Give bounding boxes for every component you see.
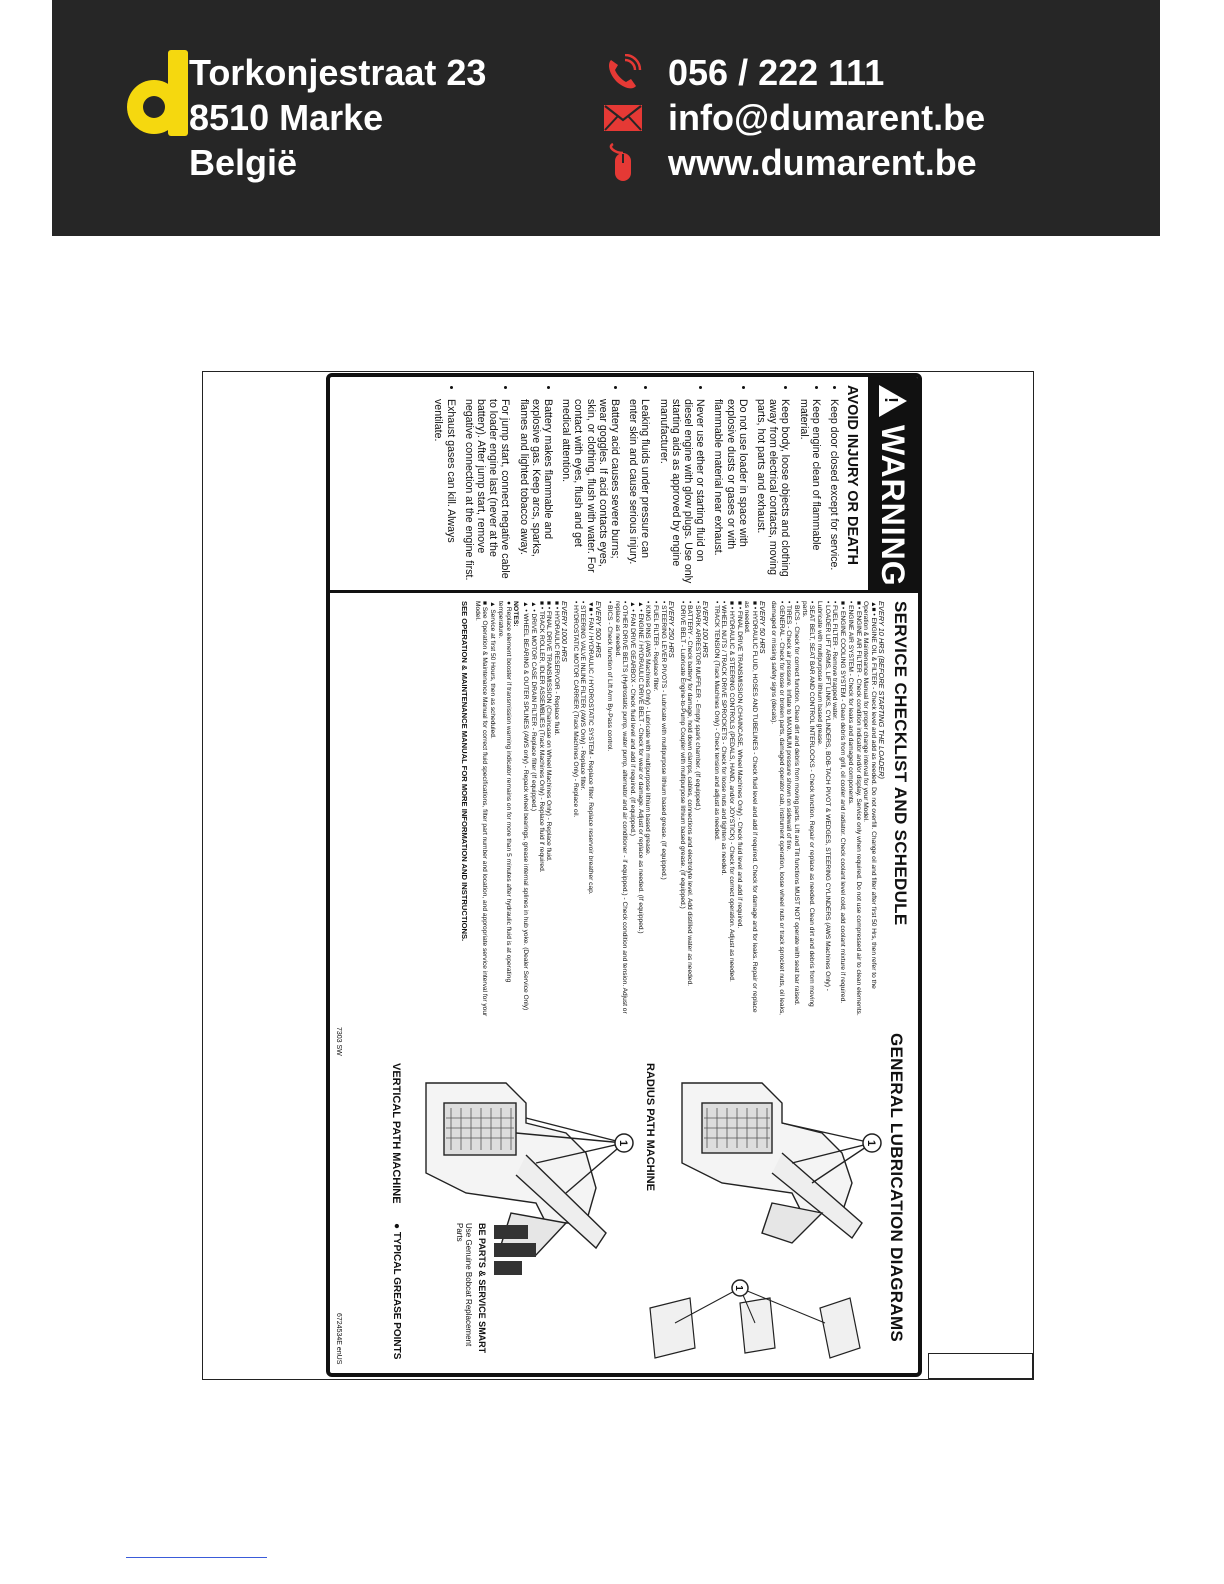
genuine-parts-text: Use Genuine Bobcat Replacement Parts bbox=[455, 1223, 473, 1347]
radius-path-machine-diagram bbox=[662, 1063, 882, 1253]
website-url: www.dumarent.be bbox=[668, 141, 977, 183]
note-item: ▲ Service at first 50 Hours, then as scheduled. bbox=[489, 601, 497, 739]
email-address: info@dumarent.be bbox=[668, 96, 986, 138]
header-banner bbox=[52, 0, 1160, 236]
checklist-item: • SPARK ARRESTOR MUFFLER - Empty spark chamber. (If equipped.) bbox=[693, 601, 701, 811]
dumarent-logo-icon bbox=[124, 50, 190, 136]
manual-reference: SEE OPERATION & MAINTENANCE MANUAL FOR MORE INFORMATION AND INSTRUCTIONS. bbox=[460, 601, 470, 942]
checklist-item: ▲ • WHEEL BEARING & OUTER SPLINES (AWS only) - Repack wheel bearings, grease internal splines in hub yoke. (Dealer Service Only) bbox=[522, 601, 530, 1011]
schedule-heading: EVERY 10 HRS (BEFORE STARTING THE LOADER) bbox=[877, 601, 886, 779]
warning-subtitle: AVOID INJURY OR DEATH bbox=[844, 385, 860, 565]
parts-logo bbox=[455, 1223, 538, 1363]
lubrication-title: GENERAL LUBRICATION DIAGRAMS bbox=[887, 1033, 906, 1343]
warning-title: WARNING bbox=[875, 425, 912, 587]
checklist-item: • TRACK TENSION (Track Machines Only) - Check tension and adjust as needed. bbox=[712, 601, 720, 841]
callout-number: 1 bbox=[617, 1139, 629, 1147]
checklist-item: • GENERAL - Check for loose or broken parts, damaged operator cab, instrument operation, loose wheel nuts or track sprocket nuts, oil leaks, damaged or missing safety signs (decals). bbox=[769, 601, 785, 1016]
notes-heading: NOTES: bbox=[511, 601, 519, 627]
website-row[interactable] bbox=[600, 140, 985, 185]
checklist-item: ■ • HYDRAULIC FLUID, HOSES AND TUBELINES - Check fluid level and add if required. Check for damage and for leaks. Repair or replace as needed. bbox=[743, 601, 759, 1013]
warning-header bbox=[868, 377, 918, 590]
checklist-item: • BICS - Check function of Lift Arm By-Pass control. bbox=[605, 601, 613, 752]
parts-logo-text: BE PARTS & SERVICE SMART bbox=[477, 1223, 487, 1354]
radius-path-label: RADIUS PATH MACHINE bbox=[644, 1063, 656, 1191]
schedule-heading: EVERY 250 HRS bbox=[666, 601, 676, 658]
service-sections bbox=[522, 601, 886, 1017]
checklist-item: ■ • HYDRAULIC & STEERING CONTROLS (PEDALS, HAND, and/or JOYSTICK) - Check for correct operation. Adjust as needed. bbox=[728, 601, 736, 982]
schedule-heading: EVERY 100 HRS bbox=[700, 601, 710, 658]
checklist-item: • STEERING LEVER PIVOTS - Lubricate with multipurpose lithium based grease. (If equipped.) bbox=[659, 601, 667, 880]
checklist-item: ■ • ENGINE AIR FILTER - Check condition indicator and/or display. Service only when required. Do not use compressed air to clean elements. bbox=[854, 601, 862, 1016]
phone-row[interactable] bbox=[600, 50, 985, 95]
address-block bbox=[189, 50, 486, 185]
warning-item: • For jump start, connect negative cable to loader engine last (never at the battery). After jump start, remove negative connection at the engine first. bbox=[463, 399, 512, 584]
contact-block bbox=[600, 50, 985, 185]
mail-icon bbox=[600, 98, 646, 138]
warning-item: • Battery makes flammable and explosive gas. Keep arcs, sparks, flames and lighted tobacco away. bbox=[517, 399, 554, 584]
checklist-item: ■ • ENGINE COOLING SYSTEM - Clean debris from grill, oil cooler and radiator. Check coolant level cold; add coolant mixture if required. bbox=[839, 601, 847, 1004]
checklist-item: ■ • FINAL DRIVE TRANSMISSION (CHAINCASE, Wheel Machines Only) - Check fluid level and add if required. bbox=[735, 601, 743, 929]
checklist-item: ▲ • DRIVE MOTOR CASE DRAIN FILTER - Replace filter (If equipped.) bbox=[529, 601, 537, 812]
decal-part-code: 6724534E enUS bbox=[335, 1313, 342, 1365]
checklist-item: ■ • TRACK ROLLER, IDLER ASSEMBLIES (Track Machines Only) - Replace fluid if required. bbox=[537, 601, 545, 873]
checklist-item: • HYDROSTATIC MOTOR CARRIER (Track Machines Only) - Replace oil. bbox=[571, 601, 579, 818]
address-street: Torkonjestraat 23 bbox=[189, 52, 487, 93]
warning-item: • Keep body, loose objects and clothing away from electrical contacts, moving parts, hot parts and exhaust. bbox=[755, 399, 792, 584]
frame-corner-box bbox=[928, 1353, 1033, 1379]
checklist-item: • STEERING VALVE INLINE FILTER (AWS Only) - Replace filter. bbox=[579, 601, 587, 791]
checklist-item: ▲ • ENGINE / HYDRAULIC DRIVE BELT - Check for wear or damage. Adjust or replace as needed. (If equipped.) bbox=[636, 601, 644, 934]
address-country: België bbox=[189, 142, 298, 183]
checklist-item: • BATTERY - Check battery for damage, hold down clamps, cables, connections and electrolyte level. Add distilled water as needed. bbox=[686, 601, 694, 986]
phone-icon bbox=[600, 53, 646, 93]
checklist-item: • WHEEL NUTS / TRACK DRIVE SPROCKETS - Check for loose nuts and tighten as needed. bbox=[720, 601, 728, 876]
warning-triangle-icon: ! bbox=[879, 385, 907, 417]
footer-link-line bbox=[126, 1557, 267, 1558]
vertical-path-label: VERTICAL PATH MACHINE bbox=[390, 1063, 402, 1204]
note-item: ● Replace element booster if transmission warning indicator remains on for more than 5 minutes after hydraulic fluid is at operating temperature. bbox=[496, 601, 512, 983]
grease-points-label: ● TYPICAL GREASE POINTS bbox=[391, 1223, 402, 1360]
checklist-item: • FUEL FILTER - Replace filter. bbox=[652, 601, 660, 692]
lubrication-panel bbox=[326, 1023, 918, 1373]
warning-item: • Leaking fluids under pressure can enter skin and cause serious injury. bbox=[627, 399, 651, 584]
schedule-heading: EVERY 500 HRS bbox=[594, 601, 604, 658]
checklist-item: ■ • HYDRAULIC RESERVOIR - Replace fluid. bbox=[553, 601, 561, 736]
service-title: SERVICE CHECKLIST AND SCHEDULE bbox=[891, 601, 910, 926]
address-city: 8510 Marke bbox=[189, 97, 384, 138]
service-checklist bbox=[326, 593, 918, 1023]
email-row[interactable] bbox=[600, 95, 985, 140]
phone-number: 056 / 222 111 bbox=[668, 51, 885, 93]
warning-item: • Keep door closed except for service. bbox=[828, 399, 840, 584]
note-item: ■ See Operation & Maintenance Manual for correct fluid specifications, filter part number and location, and appropriate service interval for your Model. bbox=[473, 601, 489, 1017]
checklist-item: ▲■ • ENGINE OIL & FILTER - Check level and add as needed. Do not overfill. Change oil and filter after first 50 Hrs, then refer to the Operation & Maintenance Manual for proper change interval for your Model. bbox=[862, 601, 877, 989]
warning-panel bbox=[326, 377, 918, 593]
attachment-detail-diagram bbox=[630, 1278, 870, 1368]
checklist-item: • TIRES - Check air pressure. Inflate to MAXIMUM pressure shown on sidewall of tire. bbox=[785, 601, 793, 852]
parts-service-smart-icon bbox=[492, 1223, 538, 1283]
warning-item: • Keep engine clean of flammable material. bbox=[797, 399, 821, 584]
schedule-heading: EVERY 50 HRS bbox=[758, 601, 768, 654]
checklist-item: • KING PINS (AWS Machines Only) - Lubricate with multipurpose lithium based grease. bbox=[644, 601, 652, 856]
callout-number: 1 bbox=[865, 1139, 877, 1147]
warning-list bbox=[432, 377, 840, 590]
decal-footer-left: 7303 SW bbox=[335, 1027, 342, 1056]
mouse-icon bbox=[600, 143, 646, 183]
checklist-item: ▲ • FAN DRIVE GEARBOX - Check fluid level and add if required. (If equipped.) bbox=[629, 601, 637, 836]
service-decal bbox=[326, 373, 922, 1377]
warning-item: • Exhaust gases can kill. Always ventilate. bbox=[432, 399, 456, 584]
schedule-heading: EVERY 1000 HRS bbox=[560, 601, 570, 662]
callout-number: 1 bbox=[733, 1285, 744, 1291]
warning-item: • Do not use loader in space with explosive dusts or gases or with flammable material near exhaust. bbox=[712, 399, 749, 584]
checklist-item: • BICS - Check for correct function. Clean dirt and debris from moving parts. Lift and Tilt functions MUST NOT operate with seat bar raised. bbox=[792, 601, 800, 1006]
checklist-item: • OTHER DRIVE BELTS (Hydrostatic pump, water pump, alternator and air conditioner - if equipped.) - Check condition and tension. Adjust or replace as needed. bbox=[613, 601, 629, 1014]
checklist-item: • SEAT BELT, SEAT BAR AND CONTROL INTERLOCKS - Check function. Repair or replace as needed. Clean dirt and debris from moving parts. bbox=[800, 601, 816, 1007]
warning-item: • Never use ether or starting fluid on diesel engine with glow plugs. Use only starting aids as approved by engine manufacturer. bbox=[657, 399, 706, 584]
checklist-item: • DRIVE BELT - Lubricate Engine-to-Pump Coupler with multipurpose lithium based grease. (If equipped.) bbox=[678, 601, 686, 909]
checklist-item: ■ • FINAL DRIVE TRANSMISSION (Chaincase on Wheel Machines Only) - Replace fluid. bbox=[545, 601, 553, 862]
checklist-item: • ENGINE AIR SYSTEM - Check for leaks and damaged components. bbox=[846, 601, 854, 805]
checklist-item: • FUEL FILTER - Remove trapped water. bbox=[831, 601, 839, 720]
warning-item: • Battery acid causes severe burns; wear goggles. If acid contacts eyes, skin, or clothing, flush with water. For contact with eyes, flush and get medical attention. bbox=[560, 399, 621, 584]
checklist-item: ▼■ • FAN / HYDRAULIC / HYDROSTATIC SYSTEM - Replace filter. Replace reservoir breather cap. bbox=[587, 601, 595, 895]
checklist-item: • LOADER LIFT ARMS, LIFT LINKS, CYLINDERS, BOB-TACH PIVOT & WEDGES, STEERING CYLINDERS (AWS Machines Only) - Lubricate with multipurpose lithium based grease. bbox=[816, 601, 831, 991]
